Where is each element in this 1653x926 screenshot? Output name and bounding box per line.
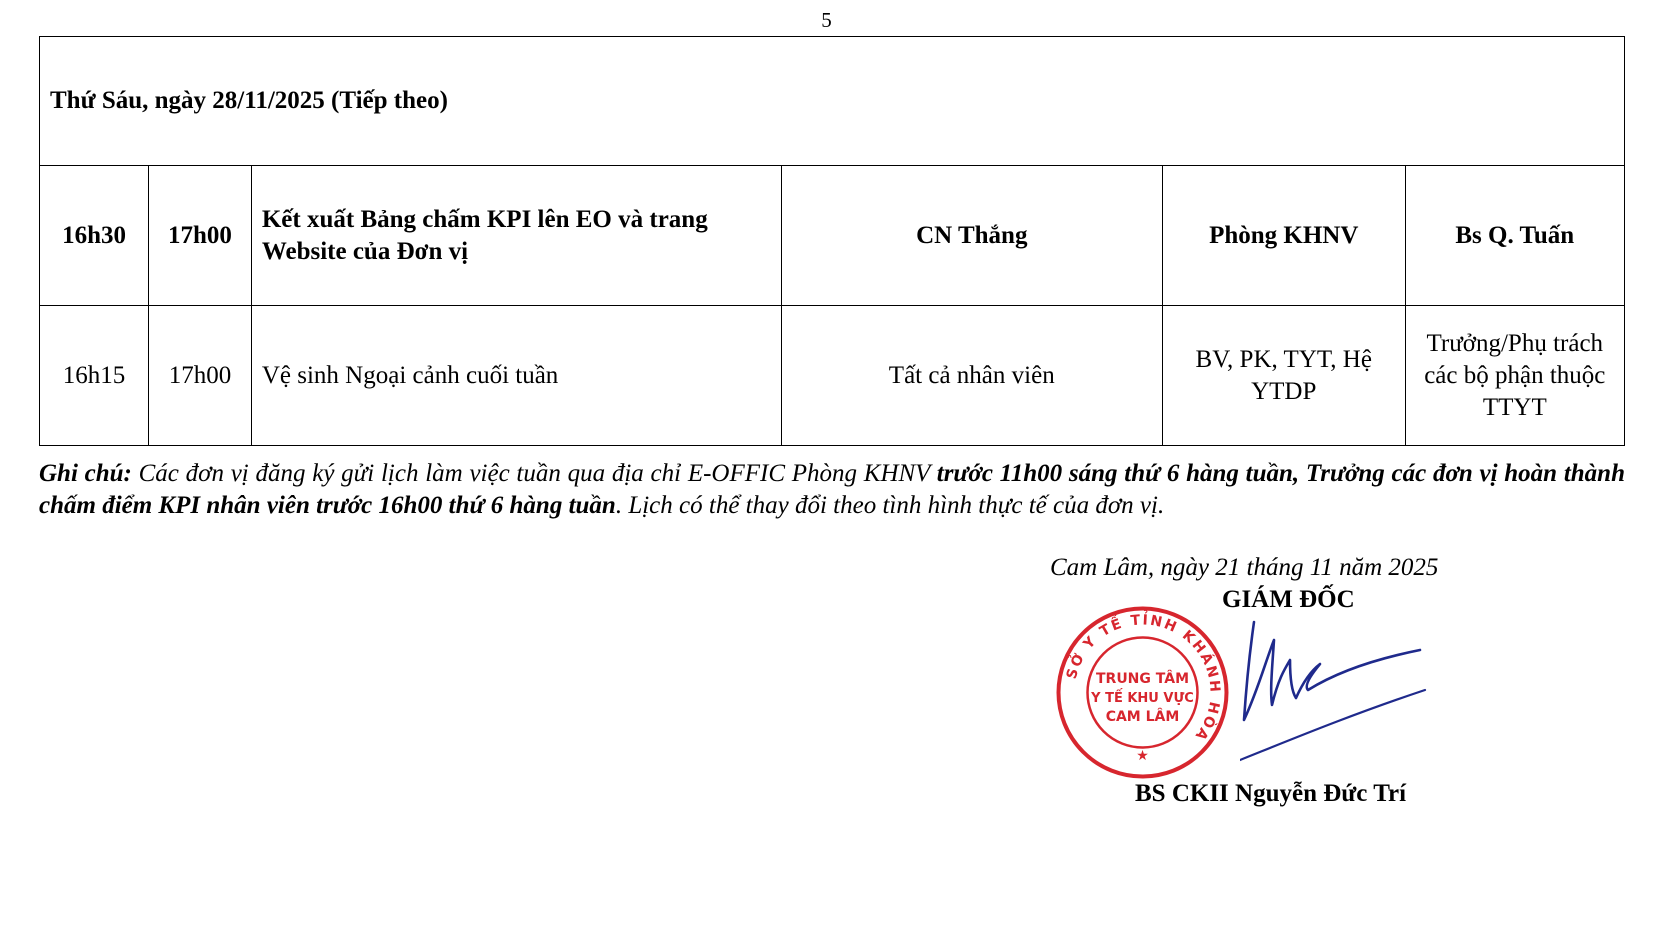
signer-title: GIÁM ĐỐC (1222, 586, 1355, 613)
day-heading: Thứ Sáu, ngày 28/11/2025 (Tiếp theo) (40, 37, 1625, 166)
start-time: 16h15 (40, 306, 149, 446)
page-number: 5 (821, 8, 832, 32)
task-content: Vệ sinh Ngoại cảnh cuối tuần (251, 306, 781, 446)
day-heading-row (40, 37, 1625, 166)
signer-name: BS CKII Nguyễn Đức Trí (1135, 780, 1407, 807)
location: BV, PK, TYT, Hệ YTDP (1162, 306, 1405, 446)
seal-outer-text: SỞ Y TẾ TỈNH KHÁNH HÒA (1063, 612, 1223, 745)
task-content: Kết xuất Bảng chấm KPI lên EO và trang Website của Đơn vị (251, 166, 781, 306)
table-row (40, 166, 1625, 306)
lead-person: Bs Q. Tuấn (1405, 166, 1624, 306)
note-text-end: . Lịch có thể thay đổi theo tình hình thực tế của đơn vị. (615, 492, 1165, 519)
start-time: 16h30 (40, 166, 149, 306)
end-time: 17h00 (149, 306, 252, 446)
end-time: 17h00 (149, 166, 252, 306)
note-label: Ghi chú: (39, 460, 132, 487)
note-paragraph (39, 458, 1625, 522)
schedule-table (39, 36, 1625, 446)
table-row (40, 306, 1625, 446)
participants: CN Thắng (781, 166, 1162, 306)
location: Phòng KHNV (1162, 166, 1405, 306)
handwritten-signature (1240, 620, 1440, 770)
note-deadline-text: trước 11h00 sáng thứ 6 hàng tuần, Trưởng các đơn vị hoàn thành chấm điểm KPI nhân viên trước 16h00 thứ 6 hàng tuần (39, 460, 1625, 519)
seal-line-2: Y TẾ KHU VỰC (1091, 691, 1194, 706)
participants: Tất cả nhân viên (781, 306, 1162, 446)
seal-star-icon: ★ (1136, 749, 1149, 764)
note-text: Các đơn vị đăng ký gửi lịch làm việc tuần qua địa chỉ E-OFFIC Phòng KHNV (131, 460, 937, 487)
lead-person: Trưởng/Phụ trách các bộ phận thuộc TTYT (1405, 306, 1624, 446)
seal-line-3: CAM LÂM (1105, 709, 1180, 725)
signing-date: Cam Lâm, ngày 21 tháng 11 năm 2025 (1050, 554, 1439, 581)
official-seal (1055, 605, 1230, 780)
seal-line-1: TRUNG TÂM (1095, 671, 1190, 687)
